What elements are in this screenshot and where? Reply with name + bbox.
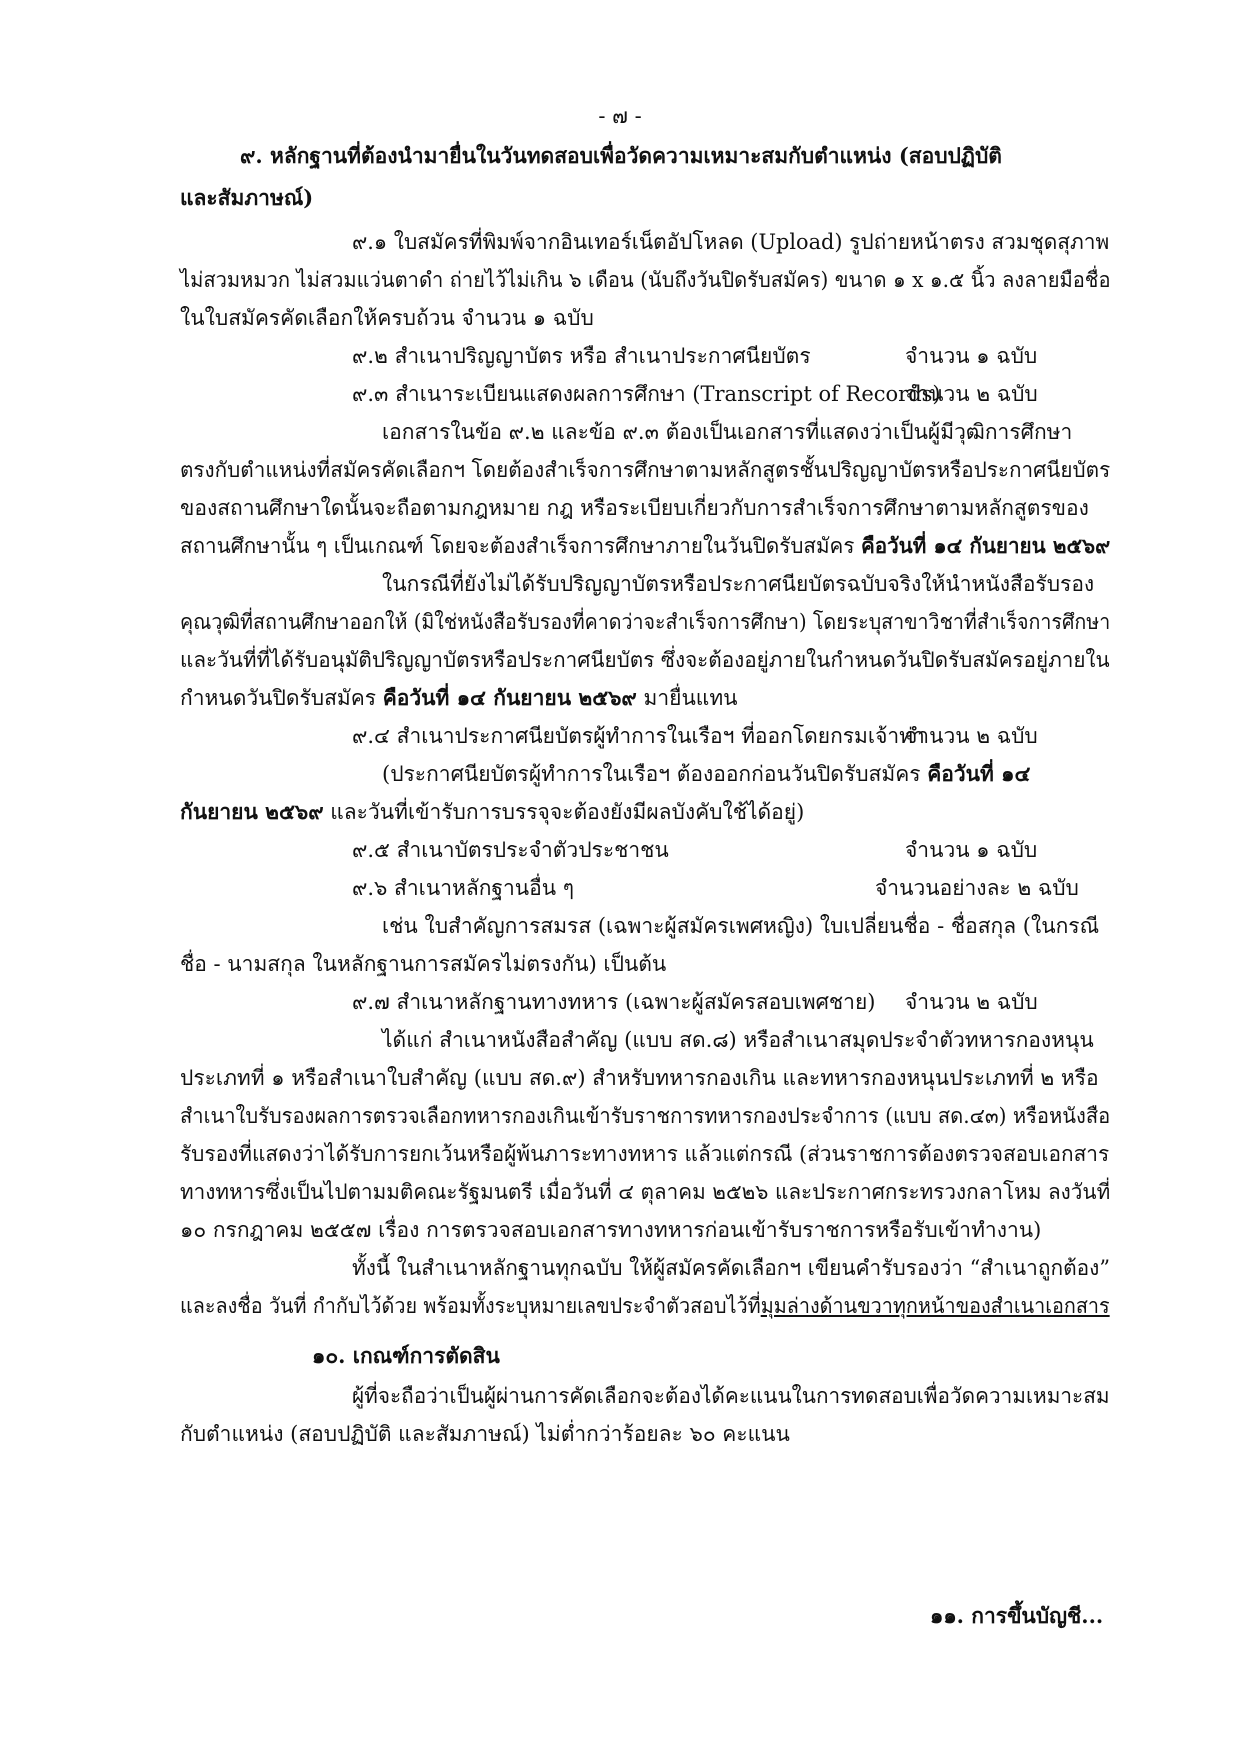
item-9-7-note-line: สำเนาใบรับรองผลการตรวจเลือกทหารกองเกินเข้ารับราชการทหารกองประจำการ (แบบ สด.๔๓) หรือหนังสือ (180, 1104, 1111, 1128)
item-9-1-line: ในใบสมัครคัดเลือกให้ครบถ้วน จำนวน ๑ ฉบับ (180, 306, 594, 330)
section-10-body-line: ผู้ที่จะถือว่าเป็นผู้ผ่านการคัดเลือกจะต้องได้คะแนนในการทดสอบเพื่อวัดความเหมาะสม (352, 1384, 1110, 1408)
education-note-line-last (180, 530, 1110, 562)
item-9-6-count: จำนวนอย่างละ ๒ ฉบับ (875, 876, 1079, 900)
certify-instruction-text: และลงชื่อ วันที่ กำกับไว้ด้วย พร้อมทั้งระบุหมายเลขประจำตัวสอบไว้ที่ (180, 1294, 761, 1318)
section-10-heading: ๑๐. เกณฑ์การตัดสิน (312, 1343, 500, 1368)
item-9-3-count: จำนวน ๒ ฉบับ (905, 382, 1038, 406)
item-9-7-note-line: ประเภทที่ ๑ หรือสำเนาใบสำคัญ (แบบ สด.๙) สำหรับทหารกองเกิน และทหารกองหนุนประเภทที่ ๒ หรือ (180, 1066, 1099, 1090)
closing-date-text: กันยายน ๒๕๖๙ (180, 799, 324, 824)
item-9-5-count: จำนวน ๑ ฉบับ (905, 838, 1038, 862)
section-9-heading-cont: และสัมภาษณ์) (180, 185, 314, 210)
item-9-3-label: ๙.๓ สำเนาระเบียนแสดงผลการศึกษา (Transcript of Records) (352, 382, 941, 406)
certificate-note-text: กำหนดวันปิดรับสมัคร (180, 686, 383, 710)
certificate-note-text: มายื่นแทน (636, 686, 738, 710)
section-9-heading: ๙. หลักฐานที่ต้องนำมายื่นในวันทดสอบเพื่อวัดความเหมาะสมกับตำแหน่ง (สอบปฏิบัติ (240, 143, 1002, 168)
education-note-line: เอกสารในข้อ ๙.๒ และข้อ ๙.๓ ต้องเป็นเอกสารที่แสดงว่าเป็นผู้มีวุฒิการศึกษา (382, 420, 1073, 444)
continuation-text: ๑๑. การขึ้นบัญชี... (930, 1603, 1104, 1628)
item-9-7-note-line: ทางทหารซึ่งเป็นไปตามมติคณะรัฐมนตรี เมื่อวันที่ ๔ ตุลาคม ๒๕๒๖ และประกาศกระทรวงกลาโหม ลงวันที่ (180, 1180, 1111, 1204)
closing-date-text: คือวันที่ ๑๔ (927, 761, 1031, 786)
education-note-line: ตรงกับตำแหน่งที่สมัครคัดเลือกฯ โดยต้องสำเร็จการศึกษาตามหลักสูตรชั้นปริญญาบัตรหรือประกาศนียบัตร (180, 458, 1111, 482)
item-9-7-note-line: รับรองที่แสดงว่าได้รับการยกเว้นหรือผู้พ้นภาระทางทหาร แล้วแต่กรณี (ส่วนราชการต้องตรวจสอบเอกสาร (180, 1142, 1110, 1166)
item-9-5-label: ๙.๕ สำเนาบัตรประจำตัวประชาชน (352, 838, 669, 862)
certify-instruction-line: ทั้งนี้ ในสำเนาหลักฐานทุกฉบับ ให้ผู้สมัครคัดเลือกฯ เขียนคำรับรองว่า “สำเนาถูกต้อง” (352, 1256, 1111, 1280)
closing-date-text: คือวันที่ ๑๔ กันยายน ๒๕๖๙ (382, 685, 637, 710)
item-9-7-count: จำนวน ๒ ฉบับ (905, 990, 1038, 1014)
item-9-4-note-line (180, 796, 804, 828)
certificate-note-line-last (180, 682, 738, 714)
certificate-note-line: และวันที่ที่ได้รับอนุมัติปริญญาบัตรหรือประกาศนียบัตร ซึ่งจะต้องอยู่ภายในกำหนดวันปิดรับสมัครอยู่ภายใน (180, 648, 1110, 672)
item-9-1-line: ๙.๑ ใบสมัครที่พิมพ์จากอินเทอร์เน็ตอัปโหลด (Upload) รูปถ่ายหน้าตรง สวมชุดสุภาพ (352, 230, 1110, 254)
page-number: - ๗ - (598, 104, 642, 128)
item-9-4-label: ๙.๔ สำเนาประกาศนียบัตรผู้ทำการในเรือฯ ที่ออกโดยกรมเจ้าท่า (352, 724, 925, 748)
item-9-4-note-line (382, 758, 1030, 790)
certify-instruction-line (180, 1290, 1110, 1322)
item-9-6-label: ๙.๖ สำเนาหลักฐานอื่น ๆ (352, 876, 575, 900)
item-9-4-note-text: (ประกาศนียบัตรผู้ทำการในเรือฯ ต้องออกก่อนวันปิดรับสมัคร (382, 762, 928, 786)
certificate-note-line: คุณวุฒิที่สถานศึกษาออกให้ (มิใช่หนังสือรับรองที่คาดว่าจะสำเร็จการศึกษา) โดยระบุสาขาวิชาที่สำเร็จการศึกษา (180, 610, 1111, 634)
item-9-1-line: ไม่สวมหมวก ไม่สวมแว่นตาดำ ถ่ายไว้ไม่เกิน ๖ เดือน (นับถึงวันปิดรับสมัคร) ขนาด ๑ x ๑.๕ นิ้ว ลงลายมือชื่อ (180, 268, 1111, 292)
item-9-2-label: ๙.๒ สำเนาปริญญาบัตร หรือ สำเนาประกาศนียบัตร (352, 344, 811, 368)
item-9-7-note-line: ๑๐ กรกฎาคม ๒๕๕๗ เรื่อง การตรวจสอบเอกสารทางทหารก่อนเข้ารับราชการหรือรับเข้าทำงาน) (180, 1218, 1042, 1242)
certify-location-text: มุมล่างด้านขวาทุกหน้าของสำเนาเอกสาร (760, 1294, 1110, 1318)
item-9-2-count: จำนวน ๑ ฉบับ (905, 344, 1038, 368)
item-9-6-note-line: ชื่อ - นามสกุล ในหลักฐานการสมัครไม่ตรงกัน) เป็นต้น (180, 952, 667, 976)
education-note-line: ของสถานศึกษาใดนั้นจะถือตามกฎหมาย กฎ หรือระเบียบเกี่ยวกับการสำเร็จการศึกษาตามหลักสูตรของ (180, 496, 1089, 520)
item-9-4-note-text: และวันที่เข้ารับการบรรจุจะต้องยังมีผลบังคับใช้ได้อยู่) (323, 800, 805, 824)
item-9-4-count: จำนวน ๒ ฉบับ (905, 724, 1038, 748)
certificate-note-line: ในกรณีที่ยังไม่ได้รับปริญญาบัตรหรือประกาศนียบัตรฉบับจริงให้นำหนังสือรับรอง (382, 572, 1095, 596)
item-9-6-note-line: เช่น ใบสำคัญการสมรส (เฉพาะผู้สมัครเพศหญิง) ใบเปลี่ยนชื่อ - ชื่อสกุล (ในกรณี (382, 914, 1100, 938)
closing-date-text: คือวันที่ ๑๔ กันยายน ๒๕๖๙ (860, 533, 1111, 558)
item-9-7-label: ๙.๗ สำเนาหลักฐานทางทหาร (เฉพาะผู้สมัครสอบเพศชาย) (352, 990, 876, 1014)
education-note-text: สถานศึกษานั้น ๆ เป็นเกณฑ์ โดยจะต้องสำเร็จการศึกษาภายในวันปิดรับสมัคร (180, 534, 861, 558)
item-9-7-note-line: ได้แก่ สำเนาหนังสือสำคัญ (แบบ สด.๘) หรือสำเนาสมุดประจำตัวทหารกองหนุน (382, 1028, 1094, 1052)
section-10-body-line: กับตำแหน่ง (สอบปฏิบัติ และสัมภาษณ์) ไม่ต่ำกว่าร้อยละ ๖๐ คะแนน (180, 1422, 790, 1446)
